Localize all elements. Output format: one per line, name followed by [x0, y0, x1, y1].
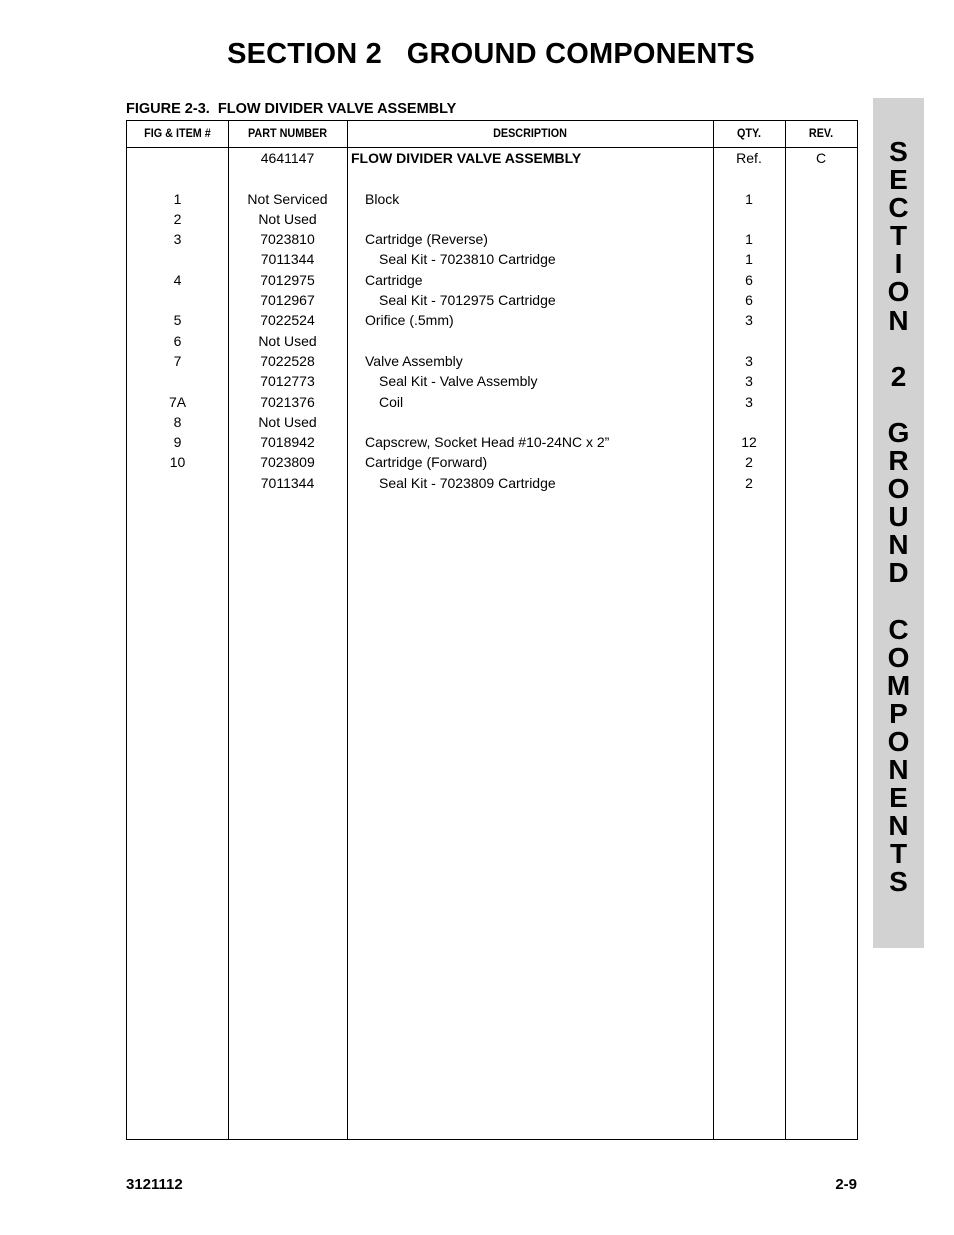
side-tab-letter: S	[889, 866, 908, 898]
header-qty: QTY.	[736, 126, 761, 140]
qty-cell: 1	[745, 190, 753, 207]
table-row	[127, 249, 857, 269]
part-number-cell: 7022524	[260, 312, 315, 329]
part-number-cell: Not Used	[258, 413, 317, 430]
qty-cell: 2	[745, 454, 753, 471]
side-tab-letter: T	[889, 838, 908, 870]
description-cell: FLOW DIVIDER VALVE ASSEMBLY	[351, 150, 582, 166]
description-cell: Cartridge (Forward)	[365, 454, 488, 471]
item-cell: 9	[173, 434, 182, 451]
table-row	[127, 452, 857, 472]
rev-cell: C	[815, 150, 827, 166]
qty-cell: 1	[745, 251, 753, 268]
side-tab-label	[873, 138, 924, 897]
qty-cell: 3	[745, 312, 753, 329]
table-row	[127, 392, 857, 412]
qty-cell: 6	[745, 292, 753, 309]
header-item: FIG & ITEM #	[144, 126, 211, 140]
side-tab-letter: N	[888, 754, 909, 786]
description-cell: Orifice (.5mm)	[365, 312, 454, 329]
section-title: SECTION 2 GROUND COMPONENTS	[227, 38, 755, 70]
side-tab-letter: S	[889, 136, 908, 167]
side-tab-letter: D	[888, 557, 909, 589]
description-cell: Seal Kit - 7023810 Cartridge	[379, 251, 556, 268]
side-tab-letter: I	[894, 248, 903, 280]
part-number-cell: 7011344	[260, 474, 315, 491]
side-tab-letter	[873, 391, 924, 419]
header-part-number: PART NUMBER	[247, 126, 328, 140]
part-number-cell: Not Serviced	[247, 190, 328, 207]
item-cell: 10	[169, 454, 186, 471]
item-cell: 4	[173, 271, 182, 288]
header-description: DESCRIPTION	[493, 126, 567, 140]
part-number-cell: 7018942	[260, 434, 315, 451]
item-cell: 1	[173, 190, 182, 207]
table-row	[127, 270, 857, 290]
qty-cell: Ref.	[736, 150, 762, 166]
description-cell: Seal Kit - Valve Assembly	[379, 373, 538, 390]
side-tab-letter: O	[887, 473, 910, 505]
description-cell: Block	[365, 190, 400, 207]
table-row	[127, 189, 857, 209]
qty-cell: 3	[745, 393, 753, 410]
side-tab-letter: E	[889, 782, 908, 814]
qty-cell: 3	[745, 373, 753, 390]
item-cell: 7	[173, 352, 182, 369]
qty-cell: 12	[741, 434, 757, 451]
table-row	[127, 229, 857, 249]
side-tab	[873, 98, 924, 948]
side-tab-letter: C	[888, 192, 909, 224]
item-cell: 7A	[168, 393, 187, 410]
side-tab-letter: N	[888, 304, 909, 336]
side-tab-letter	[873, 588, 924, 616]
part-number-cell: 4641147	[260, 150, 315, 166]
item-cell: 3	[173, 231, 182, 248]
table-row	[127, 209, 857, 229]
footer-doc-number: 3121112	[126, 1176, 183, 1193]
table-row	[127, 412, 857, 432]
part-number-cell: Not Used	[258, 332, 317, 349]
table-row	[127, 331, 857, 351]
qty-cell: 6	[745, 271, 753, 288]
item-cell: 5	[173, 312, 182, 329]
side-tab-letter: E	[889, 164, 908, 196]
part-number-cell: 7011344	[260, 251, 315, 268]
part-number-cell: 7012975	[260, 271, 315, 288]
side-tab-letter: N	[888, 529, 909, 561]
side-tab-letter: G	[887, 416, 910, 448]
description-cell: Seal Kit - 7023809 Cartridge	[379, 474, 556, 491]
figure-title: FIGURE 2-3. FLOW DIVIDER VALVE ASSEMBLY	[126, 101, 457, 117]
part-number-cell: 7022528	[260, 352, 315, 369]
table-row	[127, 371, 857, 391]
part-number-cell: 7012773	[260, 373, 315, 390]
table-row	[127, 310, 857, 330]
item-cell: 6	[173, 332, 182, 349]
side-tab-letter: O	[887, 725, 910, 757]
part-number-cell: 7023809	[260, 454, 315, 471]
side-tab-letter	[873, 335, 924, 363]
qty-cell: 2	[745, 474, 753, 491]
description-cell: Capscrew, Socket Head #10-24NC x 2”	[365, 434, 610, 451]
table-row	[127, 473, 857, 493]
part-number-cell: Not Used	[258, 210, 317, 227]
description-cell: Valve Assembly	[365, 352, 463, 369]
part-number-cell: 7021376	[260, 393, 315, 410]
qty-cell: 3	[745, 352, 753, 369]
side-tab-letter: O	[887, 641, 910, 673]
table-row	[127, 290, 857, 310]
part-number-cell: 7012967	[260, 292, 315, 309]
table-row	[127, 351, 857, 371]
side-tab-letter: N	[888, 810, 909, 842]
footer-page-number: 2-9	[835, 1176, 857, 1193]
side-tab-letter: R	[888, 445, 909, 477]
side-tab-letter: M	[886, 669, 911, 701]
side-tab-letter: C	[888, 613, 909, 645]
description-cell: Cartridge	[365, 271, 423, 288]
item-cell: 8	[173, 413, 182, 430]
qty-cell: 1	[745, 231, 753, 248]
side-tab-letter: T	[889, 220, 908, 252]
side-tab-letter: U	[888, 501, 909, 533]
side-tab-letter: P	[889, 697, 908, 729]
description-cell: Cartridge (Reverse)	[365, 231, 488, 248]
part-number-cell: 7023810	[260, 231, 315, 248]
side-tab-letter: O	[887, 276, 910, 308]
header-rev: REV.	[808, 126, 834, 140]
table-row	[127, 148, 857, 168]
parts-table	[126, 120, 858, 1140]
description-cell: Seal Kit - 7012975 Cartridge	[379, 292, 556, 309]
item-cell: 2	[173, 210, 182, 227]
description-cell: Coil	[379, 393, 404, 410]
table-row	[127, 432, 857, 452]
table-body	[127, 148, 857, 493]
side-tab-letter: 2	[890, 360, 907, 392]
